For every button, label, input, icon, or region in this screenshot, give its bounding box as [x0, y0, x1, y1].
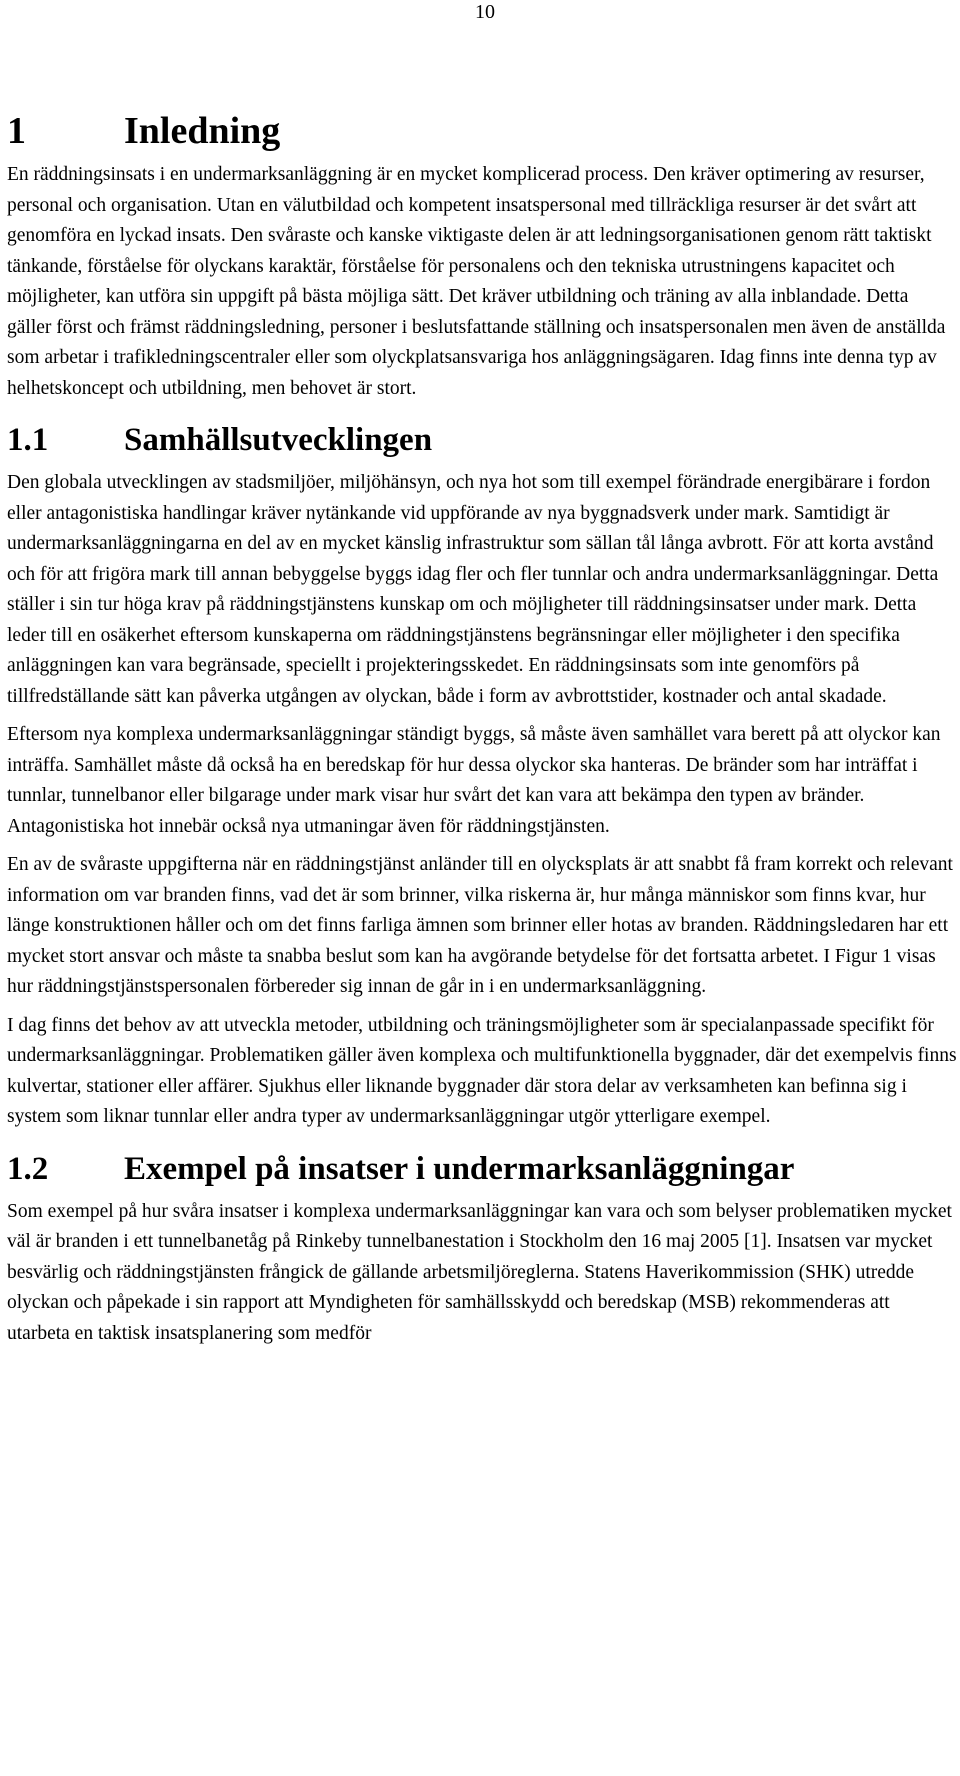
paragraph: I dag finns det behov av att utveckla metoder, utbildning och träningsmöjligheter som är specialanpassade specifikt för undermarksanläggningar. Problematiken gäller även komplexa och multifunktionella byggnader, där det exempelvis finns kulvertar, stationer eller affärer. Sjukhus eller liknande byggnader där stora delar av verksamheten kan befinna sig i system som liknar tunnlar eller andra typer av undermarksanläggningar utgör ytterligare exempel. — [7, 1014, 957, 1127]
chapter-heading — [7, 108, 957, 154]
chapter-number: 1 — [7, 110, 26, 152]
paragraph: Den globala utvecklingen av stadsmiljöer, miljöhänsyn, och nya hot som till exempel förändrade energibärare i fordon eller antagonistiska handlingar kräver nytänkande vid uppförande av nya byggnadsverk under mark. Samtidigt är undermarksanläggningarna en del av en mycket känslig infrastruktur som sällan tål långa avbrott. För att korta avstånd och för att frigöra mark till annan bebyggelse byggs idag fler och fler tunnlar och andra undermarksanläggningar. Detta ställer i sin tur höga krav på räddningstjänstens kunskap om och möjligheter till räddningsinsatser under mark. Detta leder till en osäkerhet eftersom kunskaperna om räddningstjänstens begränsningar eller möjligheter i den specifika anläggningen kan vara begränsade, speciellt i projekteringsskedet. En räddningsinsats som inte genomförs på tillfredställande sätt kan påverka utgången av olyckan, både i form av avbrottstider, kostnader och antal skadade. — [7, 472, 939, 707]
paragraph: En av de svåraste uppgifterna när en räddningstjänst anländer till en olycksplats är att snabbt få fram korrekt och relevant information om var branden finns, vad det är som brinner, vilka riskerna är, hur många människor som finns kvar, hur länge konstruktionen håller och om det finns farliga ämnen som brinner eller hotas av branden. Räddningsledaren har ett mycket stort ansvar och måste ta snabba beslut som kan ha avgörande betydelse för det fortsatta arbetet. I Figur 1 visas hur räddningstjänstspersonalen förbereder sig innan de går in i en undermarksanläggning. — [7, 854, 953, 997]
paragraph: En räddningsinsats i en undermarksanläggning är en mycket komplicerad process. Den kräver optimering av resurser, personal och organisation. Utan en välutbildad och kompetent insatspersonal med tillräckliga resurser är det svårt att genomföra en lyckad insats. Den svåraste och kanske viktigaste delen är att ledningsorganisationen genom rätt taktiskt tänkande, förståelse för olyckans karaktär, förståelse för personalens och den tekniska utrustningens kapacitet och möjligheter, kan utföra sin uppgift på bästa möjliga sätt. Det kräver utbildning och träning av alla inblandade. Detta gäller först och främst räddningsledning, personer i beslutsfattande ställning och insatspersonalen men även de anställda som arbetar i trafikledningscentraler eller som olyckplatsansvariga hos anläggningsägaren. Idag finns inte denna typ av helhetskoncept och utbildning, men behovet är stort. — [7, 164, 946, 399]
section-title: Samhällsutvecklingen — [124, 422, 433, 458]
section-title: Exempel på insatser i undermarksanläggningar — [124, 1150, 795, 1187]
section-number: 1.1 — [7, 422, 49, 458]
chapter-title: Inledning — [124, 110, 281, 152]
section-heading-1-1 — [7, 420, 957, 460]
paragraph: Eftersom nya komplexa undermarksanläggningar ständigt byggs, så måste även samhället vara berett på att olyckor kan inträffa. Samhället måste då också ha en beredskap för hur dessa olyckor ska hanteras. De bränder som har inträffat i tunnlar, tunnelbanor eller bilgarage under mark visar hur svårt det kan vara att bekämpa den typen av bränder. Antagonistiska hot innebär också nya utmaningar även för räddningstjänsten. — [7, 724, 941, 837]
section-heading-1-2 — [7, 1149, 957, 1189]
page-number: 10 — [475, 1, 495, 23]
section-number: 1.2 — [7, 1150, 49, 1187]
paragraph: Som exempel på hur svåra insatser i komplexa undermarksanläggningar kan vara och som belyser problematiken mycket väl är branden i ett tunnelbanetåg på Rinkeby tunnelbanestation i Stockholm den 16 maj 2005 [1]. Insatsen var mycket besvärlig och räddningstjänsten frångick de gällande arbetsmiljöreglerna. Statens Haverikommission (SHK) utredde olyckan och påpekade i sin rapport att Myndigheten för samhällsskydd och beredskap (MSB) rekommenderas att utarbeta en taktisk insatsplanering som medför — [7, 1200, 952, 1344]
document-body — [7, 108, 957, 1357]
